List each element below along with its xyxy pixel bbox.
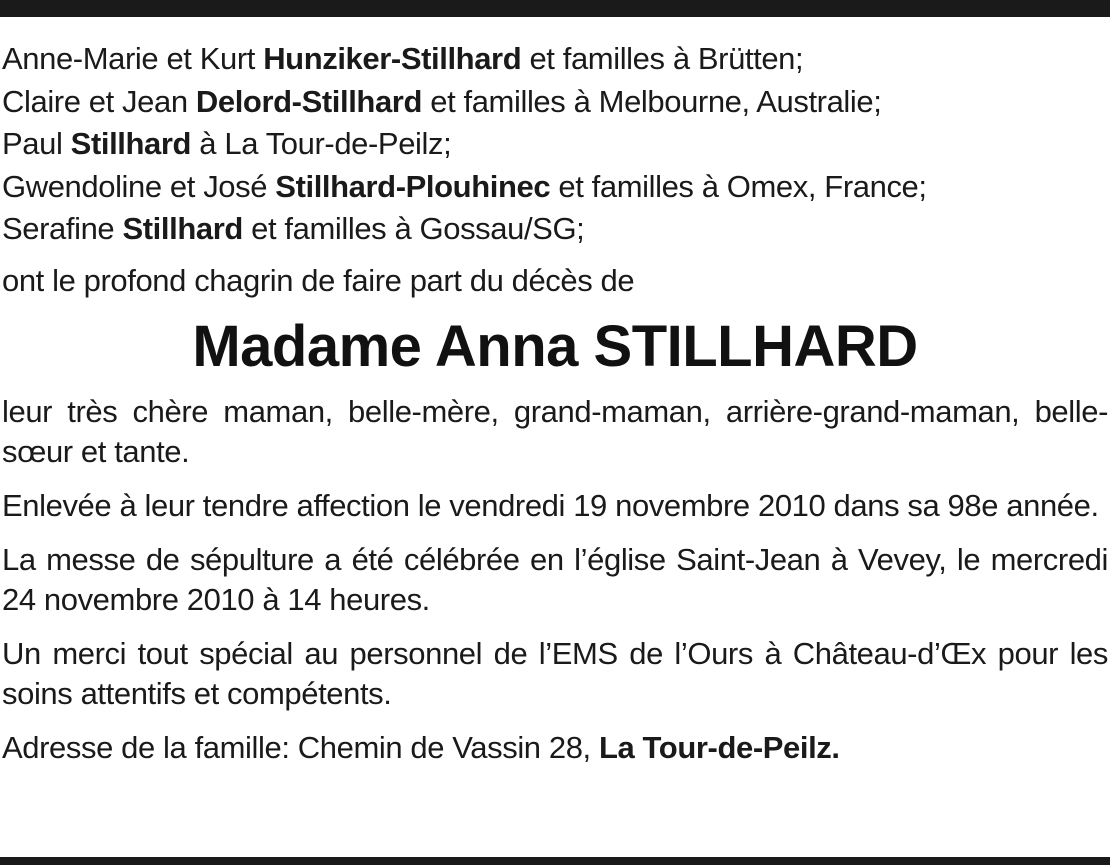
bottom-border-rule (0, 857, 1110, 865)
family-location: et familles à Melbourne, Australie; (422, 83, 882, 119)
address-label: Adresse de la famille: Chemin de Vassin 28, (2, 730, 599, 765)
family-line (2, 208, 1108, 251)
family-location: à La Tour-de-Peilz; (191, 126, 452, 161)
family-surname: Stillhard (122, 211, 243, 246)
family-surname: Hunziker-Stillhard (263, 41, 522, 76)
family-line (2, 166, 1108, 209)
family-surname: Stillhard (70, 126, 192, 161)
family-given-names: Serafine (2, 211, 123, 246)
address-town: La Tour-de-Peilz. (598, 730, 840, 765)
family-given-names: Claire et Jean (2, 83, 196, 119)
family-location: et familles à Omex, France; (550, 168, 927, 204)
announcement-intro: ont le profond chagrin de faire part du décès de (2, 262, 635, 298)
family-location: et familles à Brütten; (521, 41, 804, 76)
family-given-names: Anne-Marie et Kurt (2, 41, 264, 76)
family-surname: Delord-Stillhard (195, 83, 423, 119)
family-line (2, 123, 1108, 166)
death-date-paragraph: Enlevée à leur tendre affection le vendredi 19 novembre 2010 dans sa 98e année. (2, 488, 1099, 523)
family-address (2, 728, 1108, 768)
family-line (2, 81, 1108, 124)
family-given-names: Gwendoline et José (2, 168, 276, 204)
family-list (2, 38, 1108, 251)
funeral-mass-paragraph: La messe de sépulture a été célébrée en l’église Saint-Jean à Vevey, le mercredi 24 novembre 2010 à 14 heures. (2, 542, 1108, 617)
obituary-notice (2, 38, 1108, 782)
top-border-rule (0, 0, 1110, 17)
family-location: et familles à Gossau/SG; (242, 211, 585, 246)
family-surname: Stillhard-Plouhinec (275, 168, 551, 204)
deceased-name-heading: Madame Anna STILLHARD (192, 314, 918, 379)
thanks-paragraph: Un merci tout spécial au personnel de l’EMS de l’Ours à Château-d’Œx pour les soins attentifs et compétents. (2, 636, 1108, 711)
family-given-names: Paul (2, 126, 71, 161)
relationship-paragraph: leur très chère maman, belle-mère, grand-maman, arrière-grand-maman, belle-sœur et tante. (2, 394, 1108, 469)
family-line (2, 38, 1108, 81)
